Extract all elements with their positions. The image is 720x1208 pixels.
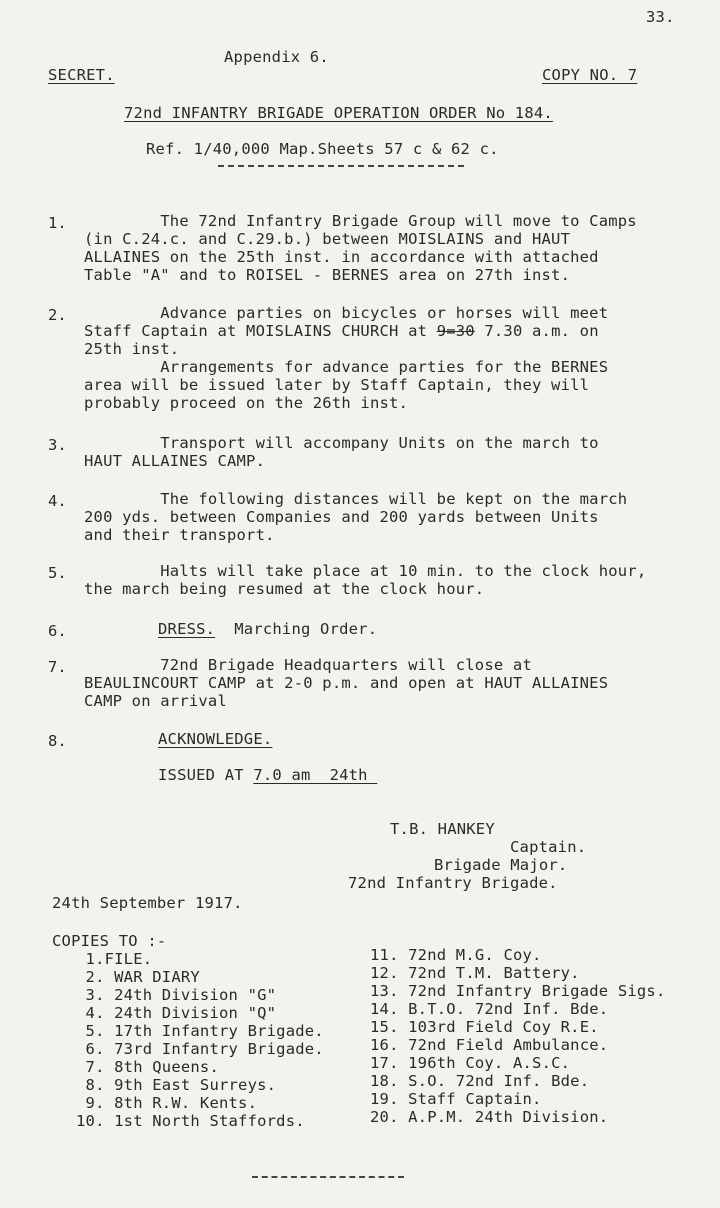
acknowledge-heading: ACKNOWLEDGE. (158, 730, 273, 748)
copy-item-left: 4. 24th Division "Q" (76, 1004, 277, 1022)
copy-item-right: 18. S.O. 72nd Inf. Bde. (370, 1072, 590, 1090)
para-3-line-2: HAUT ALLAINES CAMP. (84, 452, 266, 470)
copy-item-right: 12. 72nd T.M. Battery. (370, 964, 580, 982)
copy-item-right: 19. Staff Captain. (370, 1090, 542, 1108)
copy-item-left: 1.FILE. (76, 950, 153, 968)
signatory-name: T.B. HANKEY (390, 820, 495, 838)
struck-time: 9=30 (436, 322, 475, 340)
para-5-line-1: Halts will take place at 10 min. to the clock hour, (84, 562, 647, 580)
copy-item-right: 11. 72nd M.G. Coy. (370, 946, 542, 964)
copy-item-left: 10. 1st North Staffords. (76, 1112, 305, 1130)
para-3-number: 3. (48, 436, 67, 454)
para-2-number: 2. (48, 306, 67, 324)
signatory-rank: Captain. (510, 838, 587, 856)
issued-line (158, 766, 377, 784)
para-1-line-1: The 72nd Infantry Brigade Group will move to Camps (84, 212, 637, 230)
page-number: 33. (646, 8, 675, 26)
para-4-line-1: The following distances will be kept on the march (84, 490, 628, 508)
para-6-number: 6. (48, 622, 67, 640)
copy-number: COPY NO. 7 (542, 66, 638, 84)
dress-text: Marching Order. (215, 620, 378, 638)
copies-heading: COPIES TO :- (52, 932, 167, 950)
para-1-line-3: ALLAINES on the 25th inst. in accordance with attached (84, 248, 599, 266)
copy-item-left: 2. WAR DIARY (76, 968, 200, 986)
para-1-line-2: (in C.24.c. and C.29.b.) between MOISLAINS and HAUT (84, 230, 571, 248)
para-2-line-2 (84, 322, 599, 340)
order-title: 72nd INFANTRY BRIGADE OPERATION ORDER No 184. (124, 104, 553, 122)
copy-item-left: 6. 73rd Infantry Brigade. (76, 1040, 324, 1058)
para-4-line-2: 200 yds. between Companies and 200 yards between Units (84, 508, 599, 526)
para-8-number: 8. (48, 732, 67, 750)
copy-item-left: 8. 9th East Surreys. (76, 1076, 277, 1094)
para-2-line-2-start: Staff Captain at MOISLAINS CHURCH at (84, 322, 437, 340)
para-7-line-1: 72nd Brigade Headquarters will close at (84, 656, 532, 674)
para-3-line-1: Transport will accompany Units on the march to (84, 434, 599, 452)
copy-item-right: 16. 72nd Field Ambulance. (370, 1036, 609, 1054)
para-7-line-3: CAMP on arrival (84, 692, 227, 710)
para-4-number: 4. (48, 492, 67, 510)
issued-value: 7.0 am 24th (253, 766, 378, 784)
appendix-label: Appendix 6. (224, 48, 329, 66)
copy-item-right: 13. 72nd Infantry Brigade Sigs. (370, 982, 666, 1000)
para-1-line-4: Table "A" and to ROISEL - BERNES area on 27th inst. (84, 266, 571, 284)
para-7-line-2: BEAULINCOURT CAMP at 2-0 p.m. and open at HAUT ALLAINES (84, 674, 609, 692)
para-2-line-3: 25th inst. (84, 340, 180, 358)
para-5-number: 5. (48, 564, 67, 582)
dress-heading: DRESS. (158, 620, 216, 638)
end-divider (252, 1176, 404, 1178)
map-reference: Ref. 1/40,000 Map.Sheets 57 c & 62 c. (146, 140, 499, 158)
para-2-line-1: Advance parties on bicycles or horses will meet (84, 304, 609, 322)
signatory-role: Brigade Major. (434, 856, 568, 874)
copy-item-right: 17. 196th Coy. A.S.C. (370, 1054, 571, 1072)
para-5-line-2: the march being resumed at the clock hour. (84, 580, 485, 598)
issued-label: ISSUED AT (158, 766, 254, 784)
copy-item-right: 14. B.T.O. 72nd Inf. Bde. (370, 1000, 609, 1018)
copy-item-left: 5. 17th Infantry Brigade. (76, 1022, 324, 1040)
copy-item-right: 15. 103rd Field Coy R.E. (370, 1018, 599, 1036)
order-date: 24th September 1917. (52, 894, 243, 912)
classification: SECRET. (48, 66, 115, 84)
copy-item-left: 3. 24th Division "G" (76, 986, 277, 1004)
signatory-unit: 72nd Infantry Brigade. (348, 874, 558, 892)
reference-divider (218, 165, 464, 167)
para-2-line-6: probably proceed on the 26th inst. (84, 394, 409, 412)
para-2-line-5: area will be issued later by Staff Captain, they will (84, 376, 590, 394)
para-6-line (158, 620, 377, 638)
copy-item-right: 20. A.P.M. 24th Division. (370, 1108, 609, 1126)
para-7-number: 7. (48, 658, 67, 676)
para-2-line-4: Arrangements for advance parties for the BERNES (84, 358, 609, 376)
para-4-line-3: and their transport. (84, 526, 275, 544)
copy-item-left: 9. 8th R.W. Kents. (76, 1094, 258, 1112)
para-2-line-2-end: 7.30 a.m. on (474, 322, 599, 340)
para-1-number: 1. (48, 214, 67, 232)
copy-item-left: 7. 8th Queens. (76, 1058, 219, 1076)
